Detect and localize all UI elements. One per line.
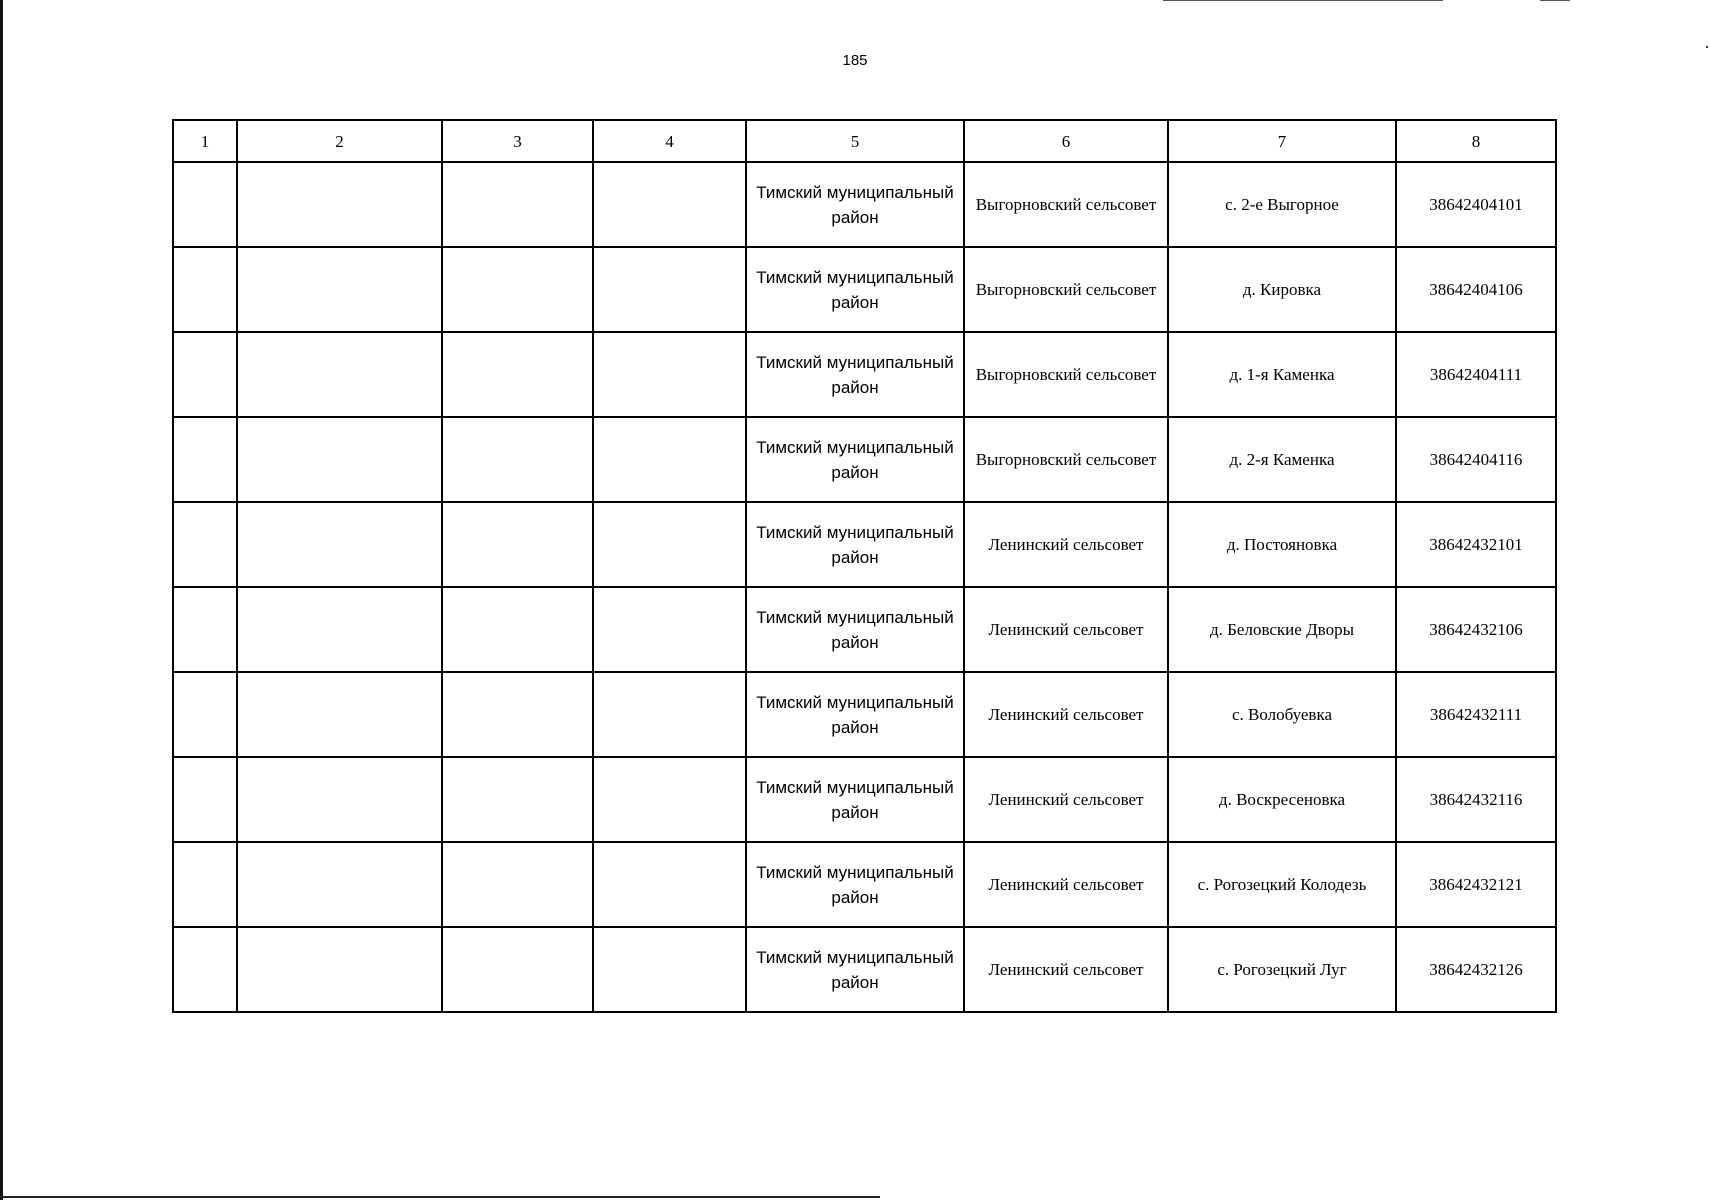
cell-col-1 [173,502,237,587]
cell-settlement: д. 1-я Каменка [1168,332,1396,417]
cell-code: 38642432106 [1396,587,1556,672]
cell-council: Выгорновский сельсовет [964,247,1168,332]
cell-code: 38642404116 [1396,417,1556,502]
scan-speck [1706,46,1708,48]
table-row [173,672,1556,757]
column-header-4: 4 [593,120,746,162]
column-header-2: 2 [237,120,442,162]
cell-settlement: д. Воскресеновка [1168,757,1396,842]
column-header-6: 6 [964,120,1168,162]
cell-code: 38642432116 [1396,757,1556,842]
scan-top-mark [1163,0,1443,1]
table-row [173,247,1556,332]
cell-district: Тимский муниципальный район [746,757,964,842]
cell-col-1 [173,332,237,417]
cell-col-4 [593,757,746,842]
cell-col-3 [442,247,593,332]
cell-settlement: д. Постояновка [1168,502,1396,587]
scan-left-edge [0,0,3,1200]
cell-code: 38642404101 [1396,162,1556,247]
cell-col-1 [173,672,237,757]
cell-col-1 [173,417,237,502]
cell-council: Выгорновский сельсовет [964,332,1168,417]
column-header-8: 8 [1396,120,1556,162]
cell-col-2 [237,672,442,757]
cell-col-2 [237,162,442,247]
cell-col-4 [593,162,746,247]
cell-settlement: с. Рогозецкий Колодезь [1168,842,1396,927]
table-row [173,332,1556,417]
cell-col-3 [442,927,593,1012]
table-row [173,502,1556,587]
cell-col-3 [442,502,593,587]
column-header-7: 7 [1168,120,1396,162]
cell-col-4 [593,417,746,502]
cell-col-3 [442,332,593,417]
cell-settlement: д. 2-я Каменка [1168,417,1396,502]
cell-code: 38642432111 [1396,672,1556,757]
table-body [173,162,1556,1012]
cell-council: Ленинский сельсовет [964,502,1168,587]
cell-district: Тимский муниципальный район [746,332,964,417]
table-row [173,927,1556,1012]
cell-council: Выгорновский сельсовет [964,417,1168,502]
cell-col-2 [237,927,442,1012]
cell-col-2 [237,502,442,587]
cell-col-2 [237,417,442,502]
cell-col-2 [237,842,442,927]
cell-district: Тимский муниципальный район [746,162,964,247]
cell-col-2 [237,757,442,842]
cell-col-4 [593,587,746,672]
cell-col-3 [442,672,593,757]
cell-settlement: д. Кировка [1168,247,1396,332]
cell-council: Ленинский сельсовет [964,672,1168,757]
cell-code: 38642432101 [1396,502,1556,587]
scan-bottom-edge [0,1196,880,1198]
column-header-1: 1 [173,120,237,162]
cell-district: Тимский муниципальный район [746,417,964,502]
cell-council: Ленинский сельсовет [964,587,1168,672]
cell-col-4 [593,927,746,1012]
cell-col-1 [173,757,237,842]
cell-code: 38642404106 [1396,247,1556,332]
cell-col-3 [442,757,593,842]
cell-col-1 [173,587,237,672]
cell-district: Тимский муниципальный район [746,502,964,587]
table-row [173,417,1556,502]
cell-col-3 [442,587,593,672]
cell-col-1 [173,162,237,247]
cell-col-3 [442,842,593,927]
cell-district: Тимский муниципальный район [746,672,964,757]
column-header-3: 3 [442,120,593,162]
cell-col-2 [237,247,442,332]
cell-council: Ленинский сельсовет [964,927,1168,1012]
cell-district: Тимский муниципальный район [746,927,964,1012]
cell-col-3 [442,162,593,247]
table-row [173,587,1556,672]
cell-col-1 [173,927,237,1012]
cell-settlement: с. 2-е Выгорное [1168,162,1396,247]
cell-col-4 [593,332,746,417]
cell-district: Тимский муниципальный район [746,842,964,927]
table-row [173,842,1556,927]
cell-col-4 [593,672,746,757]
cell-col-2 [237,587,442,672]
cell-council: Ленинский сельсовет [964,842,1168,927]
cell-settlement: с. Рогозецкий Луг [1168,927,1396,1012]
cell-col-4 [593,502,746,587]
cell-col-2 [237,332,442,417]
cell-col-4 [593,247,746,332]
cell-settlement: с. Волобуевка [1168,672,1396,757]
scan-top-mark [1540,0,1570,1]
cell-council: Выгорновский сельсовет [964,162,1168,247]
cell-col-3 [442,417,593,502]
cell-code: 38642404111 [1396,332,1556,417]
column-header-5: 5 [746,120,964,162]
page-number: 185 [842,52,868,69]
cell-col-4 [593,842,746,927]
cell-settlement: д. Беловские Дворы [1168,587,1396,672]
cell-district: Тимский муниципальный район [746,247,964,332]
header-row [173,120,1556,162]
cell-district: Тимский муниципальный район [746,587,964,672]
cell-col-1 [173,842,237,927]
settlements-table [172,119,1557,1013]
cell-council: Ленинский сельсовет [964,757,1168,842]
table-row [173,757,1556,842]
cell-col-1 [173,247,237,332]
cell-code: 38642432126 [1396,927,1556,1012]
table-row [173,162,1556,247]
cell-code: 38642432121 [1396,842,1556,927]
